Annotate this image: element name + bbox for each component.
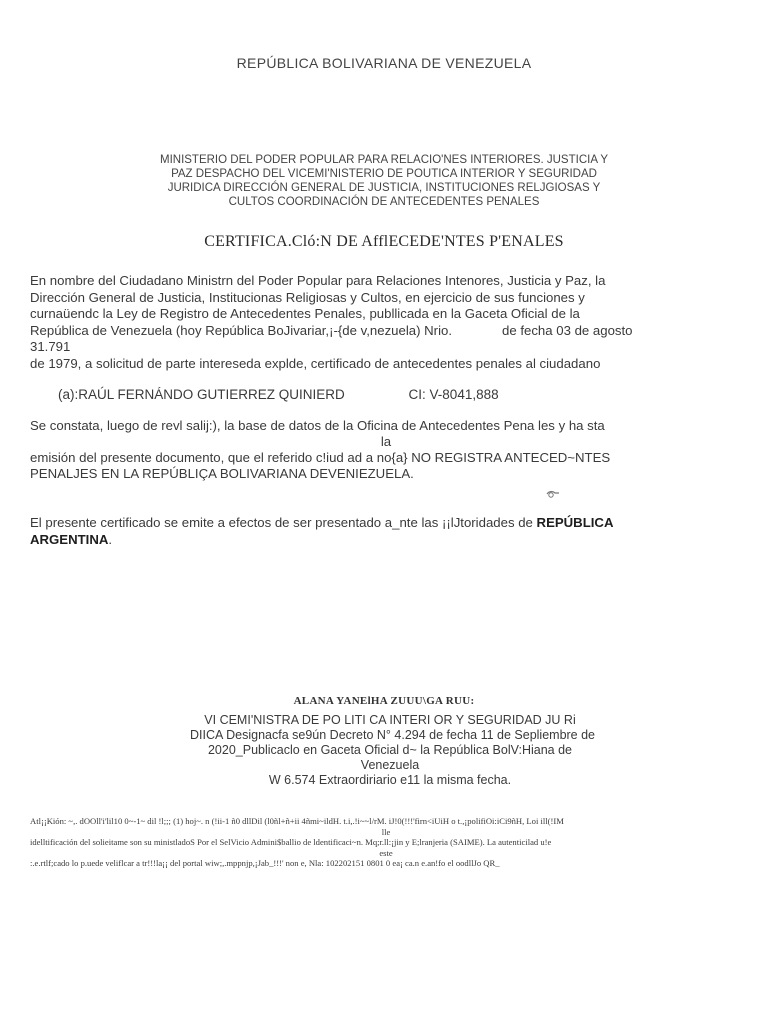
intro-line (30, 323, 742, 340)
signatory-line: W 6.574 Extraordiriario e11 la misma fecha. (268, 773, 512, 787)
signatory-line: VI CEMI'NISTRA DE PO LITI CA INTERI OR Y SEGURIDAD JU Ri (204, 713, 576, 727)
signatory-line: DIICA Designacfa se9ún Decreto N° 4.294 de fecha 11 de Sepliembre de (190, 728, 596, 742)
intro-line: curnaüendc la Ley de Registro de Antecedentes Penales, publlicada en la Gaceta Oficial de la (30, 306, 580, 321)
purpose-end: . (108, 531, 113, 547)
signatory-line: Venezuela (360, 758, 420, 772)
purpose-paragraph (30, 515, 742, 548)
signatory-line: 2020_Publicaclo en Gaceta Oficial d~ la República BolV:Hiana de (207, 743, 572, 757)
footer-line: idelltificación del solieitame son su ministladoS Por el SelVicio Admini$ballio de ldentificaci~n. Mq;r.ll:¡jin y E;lranjeria (SAIME). La autenticilad u!e (30, 837, 552, 847)
intro-line: En nombre del Ciudadano Ministrn del Poder Popular para Relaciones Intenores, Justicia y Paz, la (30, 273, 606, 288)
destination-country: REPÚBLICA (536, 515, 614, 530)
citizen-name: (a):RAÚL FERNÁNDO GUTIERREZ QUINIERD (58, 387, 345, 402)
republic-header: REPÚBLICA BOLIVARIANA DE VENEZUELA (236, 55, 532, 71)
footer-line: este (379, 847, 393, 858)
citizen-line (58, 387, 499, 402)
ministry-line: JURIDICA DIRECCIÓN GENERAL DE JUSTICIA, INSTITUCIONES RELJGIOSAS Y (167, 182, 601, 194)
footer-notice (30, 816, 742, 869)
small-hand-mark-icon-svg (546, 489, 560, 499)
signatory-block (190, 713, 596, 788)
ministry-line: MINISTERIO DEL PODER POPULAR PARA RELACIO'NES INTERIORES. JUSTICIA Y (159, 154, 609, 166)
footer-line: Atl¡¡Kión: ~,. dOOll'i'lil10 0~-1~ dil !l;;; (1) hoj~. n (!ii-1 ñ0 dllDil (l0ñl+ñ+ii 4ñmi~ildH. t.i,.!i~~l/rM. iJ!0(!!!'firn<iUiH o t.,¡polifiOi:iCi9ñH, Loi ill(!IM (30, 816, 564, 826)
constata-paragraph (30, 418, 742, 482)
purpose-line (30, 532, 742, 549)
footer-line: lle (381, 826, 391, 837)
ministry-line: PAZ DESPACHO DEL VICEMI'NISTERIO DE POUTICA INTERIOR Y SEGURIDAD (171, 168, 597, 180)
destination-country-2: ARGENTINA (30, 531, 109, 547)
constata-line: Se constata, luego de revl salij:), la base de datos de la Oficina de Antecedentes Pena les y ha sta (30, 418, 605, 433)
constata-line: emisión del presente documento, que el referido c!iud ad a no{a} NO REGISTRA ANTECED~NTES (30, 450, 611, 465)
citizen-id: CI: V-8041,888 (408, 387, 499, 402)
ministry-line: CULTOS COORDINACIÓN DE ANTECEDENTES PENALES (228, 196, 540, 208)
ministry-header (110, 153, 658, 209)
document-title: CERTIFICA.Cló:N DE AfflECEDE'NTES P'ENALES (204, 233, 564, 250)
footer-line: :.e.rtlf;cado lo p.uede veliflcar a tr!!!la¡¡ del portal wiw;,.mppnjp,¡Jab_!!!' non e, Nla: 102202151 0801 0 ea¡ ca.n e.an!fo el oodllJo QR_ (30, 858, 500, 868)
purpose-line (30, 515, 742, 532)
intro-line-part: de fecha 03 de agosto (502, 322, 633, 338)
small-hand-mark-icon (546, 487, 560, 503)
constata-line: PENALJES EN LA REPÚBLIÇA BOLIVARIANA DEVENIEZUELA. (30, 466, 414, 481)
intro-line: de 1979, a solicitud de parte intereseda explde, certificado de antecedentes penales al ciudadano (30, 355, 601, 371)
intro-line: Dirección General de Justicia, Institucionas Religiosas y Cultos, en ejercicio de sus funciones y (30, 289, 585, 305)
signatory-name: ALANA YANElHA ZUUU\GA RUU: (293, 695, 475, 707)
intro-line-part: República de Venezuela (hoy República BoJivariar,¡-{de v,nezuela) Nrio. (30, 322, 452, 338)
gazette-number: 31.791 (30, 339, 71, 354)
constata-line: la (380, 434, 392, 449)
purpose-text: El presente certificado se emite a efectos de ser presentado a_nte las ¡¡lJtoridades de (30, 515, 533, 530)
intro-paragraph (30, 273, 742, 372)
